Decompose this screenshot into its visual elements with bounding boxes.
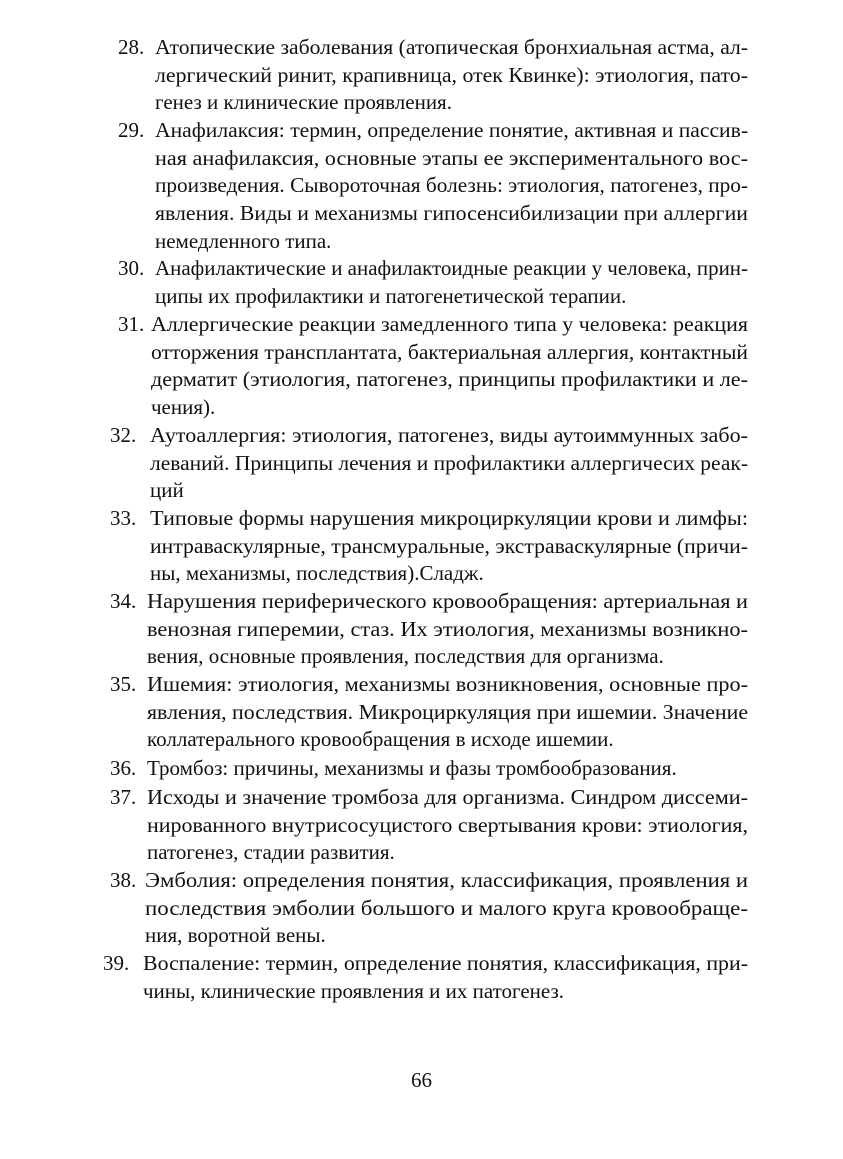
list-item-text-line: ны, механизмы, последствия).Сладж. — [150, 561, 484, 586]
list-item-text-line: явления. Виды и механизмы гипосенсибилизации при аллергии — [155, 201, 748, 226]
list-item-number: 28. — [118, 35, 145, 59]
list-item-text-line: Нарушения периферического кровообращения: артериальная и — [147, 589, 749, 613]
list-item-number: 39. — [103, 951, 130, 975]
list-item-text-line: ния, воротной вены. — [145, 923, 326, 948]
list-item-number: 30. — [118, 256, 145, 280]
list-item-text-line: генез и клинические проявления. — [155, 90, 452, 115]
list-item-text-line: немедленного типа. — [155, 228, 332, 253]
list-item-number: 29. — [118, 118, 145, 142]
list-item-text-line: отторжения трансплантата, бактериальная аллергия, контактный — [151, 339, 748, 364]
list-item-text-line: явления, последствия. Микроциркуляция при ишемии. Значение — [147, 699, 749, 724]
list-item-text-line: ная анафилаксия, основные этапы ее экспериментального вос- — [155, 145, 749, 170]
list-item-text-line: Тромбоз: причины, механизмы и фазы тромбообразования. — [147, 756, 677, 780]
list-item-number: 37. — [110, 785, 137, 809]
list-item-text-line: патогенез, стадии развития. — [147, 840, 395, 865]
list-item-number: 35. — [110, 672, 137, 696]
list-item-text-line: ципы их профилактики и патогенетической терапии. — [155, 283, 627, 308]
list-item-number: 36. — [110, 756, 137, 780]
list-item-text-line: вения, основные проявления, последствия для организма. — [147, 644, 664, 669]
list-item-text-line: интраваскулярные, трансмуральные, экстраваскулярные (причи- — [150, 533, 748, 558]
list-item-number: 33. — [110, 506, 137, 530]
list-item-text-line: венозная гиперемии, стаз. Их этиология, механизмы возникно- — [147, 616, 748, 641]
list-item-text-line: нированного внутрисосуцистого свертывания крови: этиология, — [147, 812, 749, 837]
list-item-text-line: коллатерального кровообращения в исходе ишемии. — [147, 727, 614, 752]
list-item-text-line: последствия эмболии большого и малого круга кровообраще- — [145, 895, 748, 920]
list-item-text-line: чения). — [151, 395, 216, 420]
list-item-text-line: леваний. Принципы лечения и профилактики аллергичесих реак- — [150, 450, 748, 475]
list-item-text-line: Атопические заболевания (атопическая бронхиальная астма, ал- — [155, 35, 749, 59]
list-item-text-line: лергический ринит, крапивница, отек Квинке): этиология, пато- — [155, 62, 748, 87]
list-item-text-line: чины, клинические проявления и их патогенез. — [143, 978, 565, 1003]
list-item-text-line: Анафилактические и анафилактоидные реакции у человека, прин- — [155, 256, 749, 280]
list-item-text-line: Аллергические реакции замедленного типа у человека: реакция — [151, 312, 748, 336]
page-number: 66 — [411, 1068, 432, 1092]
list-item-number: 34. — [110, 589, 137, 613]
list-item-text-line: ций — [150, 478, 184, 503]
list-item-text-line: Типовые формы нарушения микроциркуляции крови и лимфы: — [150, 506, 749, 530]
list-item-text-line: дерматит (этиология, патогенез, принципы профилактики и ле- — [151, 367, 748, 392]
list-item-text-line: Анафилаксия: термин, определение понятие, активная и пассив- — [155, 118, 749, 142]
list-item-text-line: произведения. Сывороточная болезнь: этиология, патогенез, про- — [155, 173, 748, 198]
list-item-number: 31. — [118, 312, 145, 336]
list-item-text-line: Аутоаллергия: этиология, патогенез, виды аутоиммунных забо- — [150, 423, 749, 447]
list-item-number: 32. — [110, 423, 137, 447]
list-item-text-line: Воспаление: термин, определение понятия, классификация, при- — [143, 951, 748, 975]
list-item-number: 38. — [110, 868, 137, 892]
list-item-text-line: Эмболия: определения понятия, классификация, проявления и — [145, 868, 749, 892]
list-item-text-line: Ишемия: этиология, механизмы возникновения, основные про- — [147, 672, 748, 696]
list-item-text-line: Исходы и значение тромбоза для организма. Синдром диссеми- — [147, 785, 749, 809]
